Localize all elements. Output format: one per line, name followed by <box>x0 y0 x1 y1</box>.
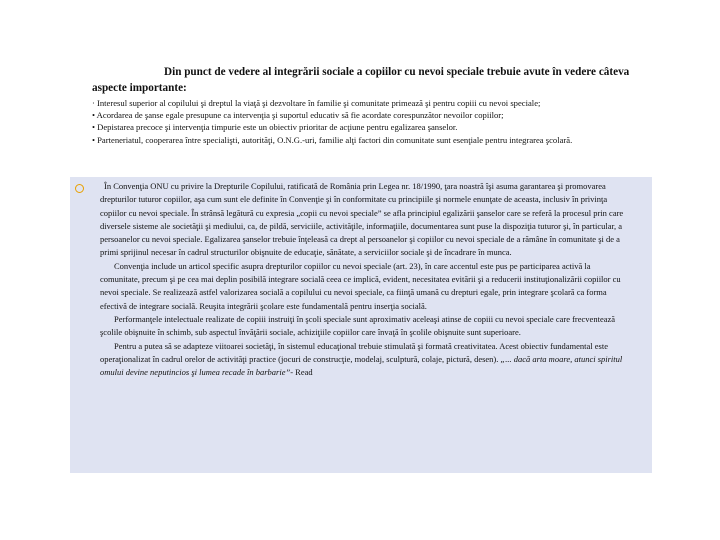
list-item: · Interesul superior al copilului şi dreptul la viaţă şi dezvoltare în familie şi comunitate primează şi pentru copiii cu nevoi speciale; <box>92 98 541 108</box>
list-item: • Depistarea precoce şi intervenţia timpurie este un obiectiv prioritar de acţiune pentru egalizarea şanselor. <box>92 122 458 133</box>
slide-title: Din punct de vedere al integrării sociale a copiilor cu nevoi speciale trebuie avute în vedere câteva aspecte importante: <box>92 66 630 94</box>
paragraph-article-23: Convenţia include un articol specific asupra drepturilor copiilor cu nevoi speciale (art. 23), în care accentul este pus pe participarea activă la comunitate, precum şi pe cea mai deplin posibilă integrare socială ceea ce implică, evident, necesitatea evitării şi a reducerii instituţionalizării copiilor cu nevoi speciale. Se realizează astfel valorizarea socială a copilului cu nevoi speciale, ca fiinţă umană cu drepturi egale, prin integrare şcolară ca forma efectivă de integrare socială. Reuşita integrării şcolare este fundamentală pentru inserţia socială. <box>100 260 621 311</box>
list-item: • Acordarea de şanse egale presupune ca intervenţia şi suportul educativ să fie acordate corespunzător nevoilor copiilor; <box>92 110 504 121</box>
circle-bullet-icon <box>75 184 84 193</box>
list-item: • Parteneriatul, cooperarea între specialişti, autorităţi, O.N.G.-uri, familie alţi factori din comunitate sunt esenţiale pentru integrarea şcolară. <box>92 134 573 145</box>
panel-text <box>100 180 630 379</box>
quote-author: - Read <box>290 367 313 378</box>
read-quote: „... dacă arta moare, atunci spiritul omului devine neputincios şi lumea recade în barbarie” <box>100 353 623 378</box>
paragraph-convention: În Convenţia ONU cu privire la Drepturile Copilului, ratificată de România prin Legea nr. 18/1990, ţara noastră îşi asuma garantarea şi promovarea drepturilor tuturor copiilor, aşa cum sunt ele definite în Convenţie şi în conformitate cu principiile şi normele enunţate de aceasta, inclusiv în privinţa copiilor cu nevoi speciale. În strânsă legătură cu expresia „copii cu nevoi speciale” se afla principiul egalizării şanselor care se referă la procesul prin care diversele sisteme ale societăţii şi mediului, ca, de pildă, serviciile, activităţile, informaţiile, documentarea sunt puse la dispoziţia tuturor şi, în particular, a persoanelor cu nevoi speciale. Egalizarea şanselor trebuie înţeleasă ca drept al persoanelor şi copiilor cu nevoi speciale de a rămâne în comunitate şi de a primi sprijinul necesar în cadrul structurilor obişnuite de educaţie, sănătate, a serviciilor sociale şi de încadrare în munca. <box>100 181 624 258</box>
intro-list <box>92 97 652 146</box>
paragraph-creativity <box>100 340 630 380</box>
creativity-text: Pentru a putea să se adapteze viitoarei societăţi, în sistemul educaţional trebuie stimulată şi formată creativitatea. Acest obiectiv fundamental este operaţionalizat în cadrul orelor de activităţi practice (jocuri de construcţie, modelaj, sculptură, colaje, pictură, desen). <box>100 340 608 364</box>
paragraph-performance: Performanţele intelectuale realizate de copiii instruiţi în şcoli speciale sunt aproximativ aceleaşi atinse de copiii cu nevoi speciale care frecventează şcolile obişnuite în schimb, sub aspectul învăţării sociale, achiziţiile copiilor care învaţă în şcolile obişnuite sunt superioare. <box>100 313 616 338</box>
